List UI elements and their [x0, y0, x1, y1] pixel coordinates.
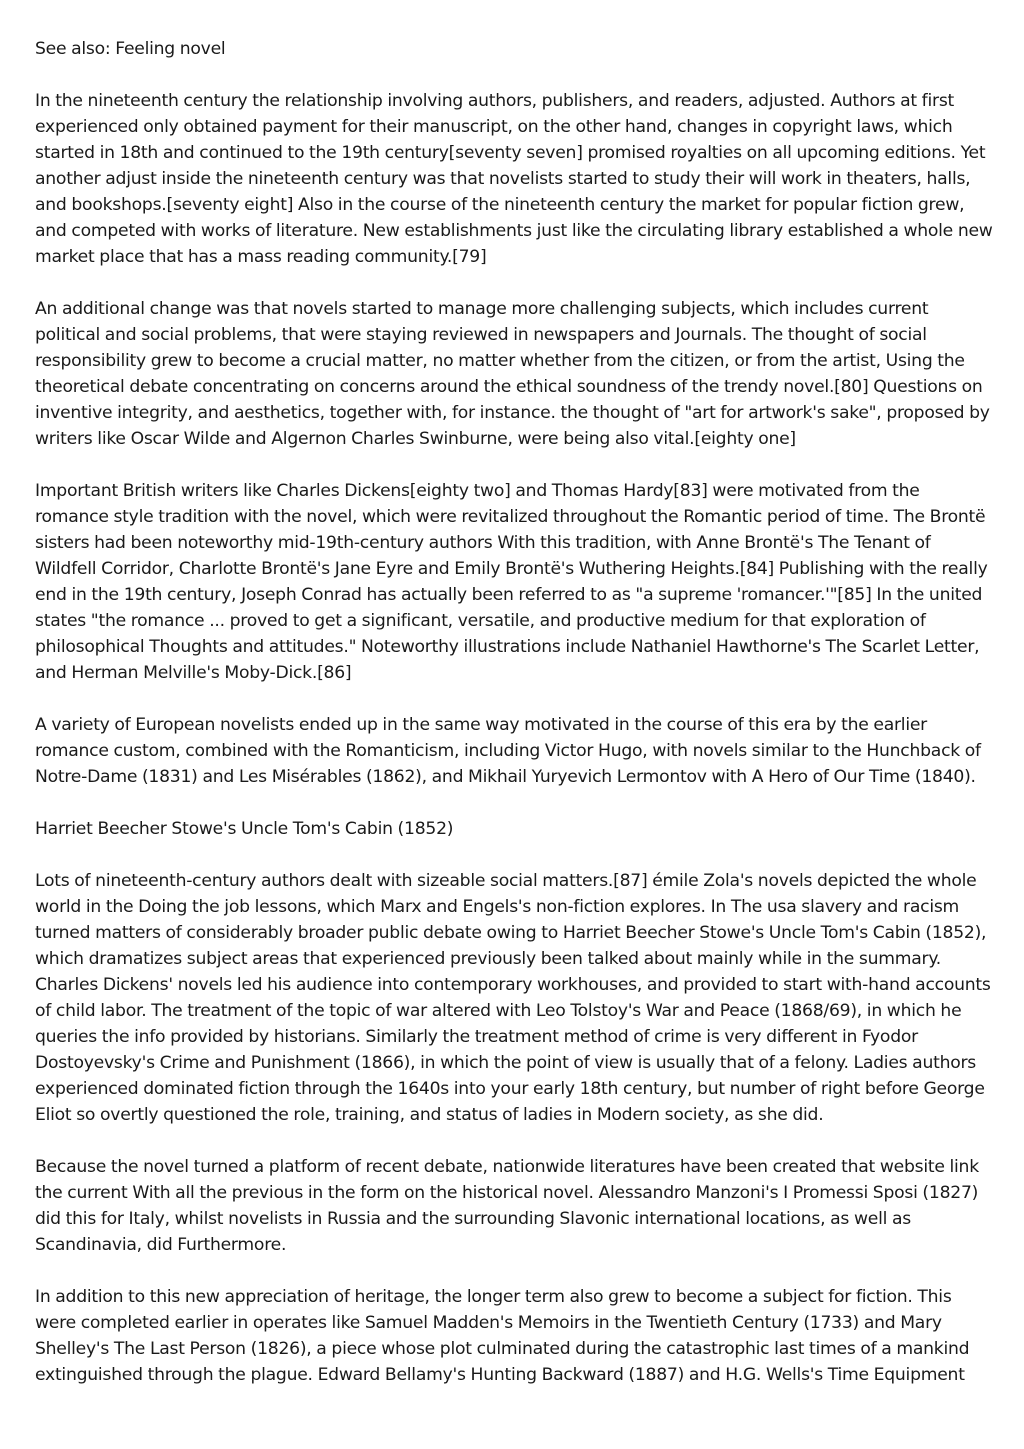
see-also-line: See also: Feeling novel: [35, 39, 226, 59]
paragraph-historical-novel: Because the novel turned a platform of recent debate, nationwide literatures have been created that website link the current With all the previous in the form on the historical novel. Alessandro Manzoni's I Promessi Sposi (1827) did this for Italy, whilst novelists in Russia and the surrounding Slavonic international locations, as well as Scandinavia, did Furthermore.: [35, 1157, 979, 1255]
paragraph-social-matters: Lots of nineteenth-century authors dealt with sizeable social matters.[87] émile Zola's novels depicted the whole world in the Doing the job lessons, which Marx and Engels's non-fiction explores. In The usa slavery and racism turned matters of considerably broader public debate owing to Harriet Beecher Stowe's Uncle Tom's Cabin (1852), which dramatizes subject areas that experienced previously been talked about mainly while in the summary. Charles Dickens' novels led his audience into contemporary workhouses, and provided to start with-hand accounts of child labor. The treatment of the topic of war altered with Leo Tolstoy's War and Peace (1868/69), in which he queries the info provided by historians. Similarly the treatment method of crime is very different in Fyodor Dostoyevsky's Crime and Punishment (1866), in which the point of view is usually that of a felony. Ladies authors experienced dominated fiction through the 1640s into your early 18th century, but number of right before George Eliot so overtly questioned the role, training, and status of ladies in Modern society, as she did.: [35, 871, 991, 1125]
paragraph-authors-publishers: In the nineteenth century the relationship involving authors, publishers, and readers, adjusted. Authors at first experienced only obtained payment for their manuscript, on the other hand, changes in copyright laws, which started in 18th and continued to the 19th century[seventy seven] promised royalties on all upcoming editions. Yet another adjust inside the nineteenth century was that novelists started to study their will work in theaters, halls, and bookshops.[seventy eight] Also in the course of the nineteenth century the market for popular fiction grew, and competed with works of literature. New establishments just like the circulating library established a whole new market place that has a mass reading community.[79]: [35, 91, 993, 267]
paragraph-challenging-subjects: An additional change was that novels started to manage more challenging subjects, which includes current political and social problems, that were staying reviewed in newspapers and Journals. The thought of social responsibility grew to become a crucial matter, no matter whether from the citizen, or from the artist, Using the theoretical debate concentrating on concerns around the ethical soundness of the trendy novel.[80] Questions on inventive integrity, and aesthetics, together with, for instance. the thought of "art for artwork's sake", proposed by writers like Oscar Wilde and Algernon Charles Swinburne, were being also vital.[eighty one]: [35, 299, 990, 449]
document-body: [35, 36, 995, 1414]
image-caption-uncle-toms-cabin: Harriet Beecher Stowe's Uncle Tom's Cabin (1852): [35, 819, 454, 839]
paragraph-european-novelists: A variety of European novelists ended up in the same way motivated in the course of this era by the earlier romance custom, combined with the Romanticism, including Victor Hugo, with novels similar to the Hunchback of Notre-Dame (1831) and Les Misérables (1862), and Mikhail Yuryevich Lermontov with A Hero of Our Time (1840).: [35, 715, 981, 787]
paragraph-british-writers: Important British writers like Charles Dickens[eighty two] and Thomas Hardy[83] were motivated from the romance style tradition with the novel, which were revitalized throughout the Romantic period of time. The Brontë sisters had been noteworthy mid-19th-century authors With this tradition, with Anne Brontë's The Tenant of Wildfell Corridor, Charlotte Brontë's Jane Eyre and Emily Brontë's Wuthering Heights.[84] Publishing with the really end in the 19th century, Joseph Conrad has actually been referred to as "a supreme 'romancer.'"[85] In the united states "the romance ... proved to get a significant, versatile, and productive medium for that exploration of philosophical Thoughts and attitudes." Noteworthy illustrations include Nathaniel Hawthorne's The Scarlet Letter, and Herman Melville's Moby-Dick.[86]: [35, 481, 988, 683]
paragraph-future-fiction: In addition to this new appreciation of heritage, the longer term also grew to become a subject for fiction. This were completed earlier in operates like Samuel Madden's Memoirs in the Twentieth Century (1733) and Mary Shelley's The Last Person (1826), a piece whose plot culminated during the catastrophic last times of a mankind extinguished through the plague. Edward Bellamy's Hunting Backward (1887) and H.G. Wells's Time Equipment: [35, 1287, 970, 1385]
